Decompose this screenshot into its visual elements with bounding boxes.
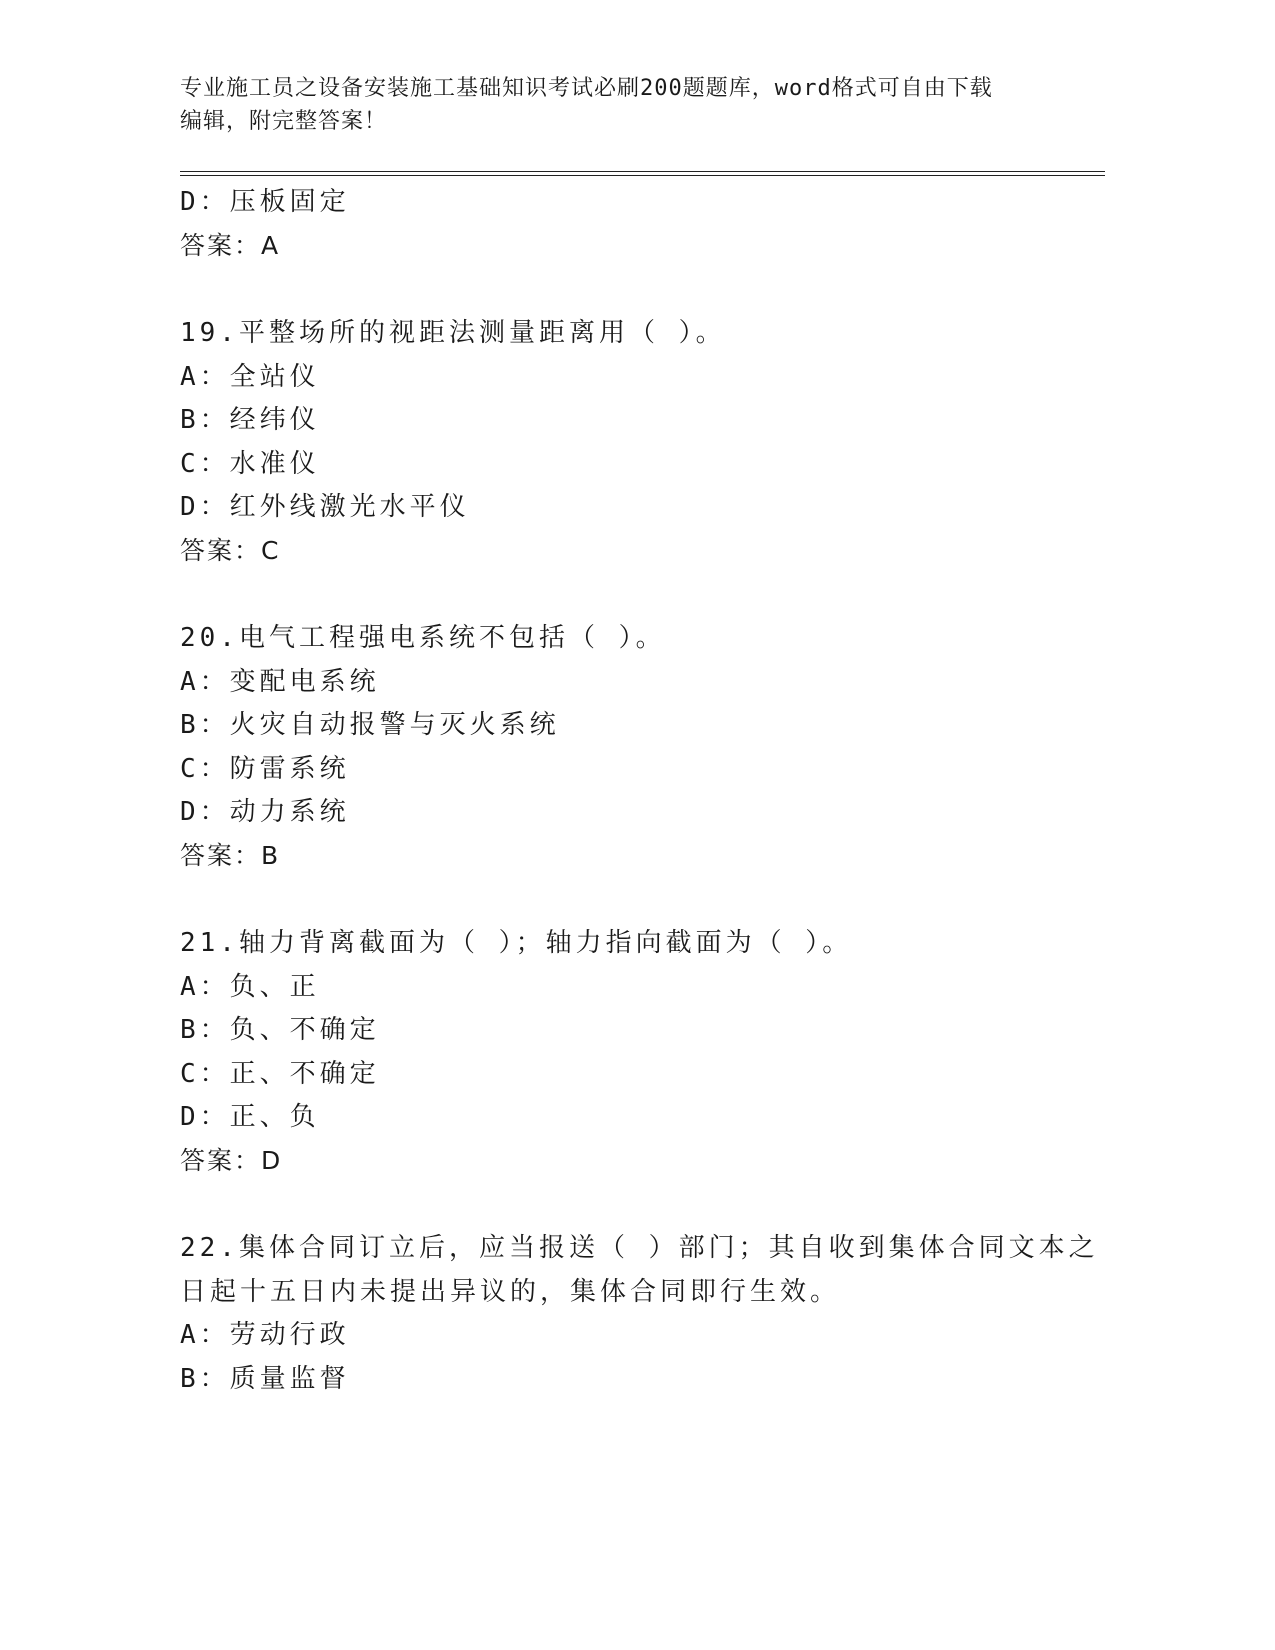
question-19-option-d: D：红外线激光水平仪 xyxy=(180,492,470,522)
header-divider-bottom xyxy=(180,175,1105,176)
question-20-option-d: D：动力系统 xyxy=(180,797,350,827)
question-22-stem-line-2: 日起十五日内未提出异议的，集体合同即行生效。 xyxy=(180,1277,841,1307)
question-20-answer: 答案：B xyxy=(180,841,281,870)
question-19-option-b: B：经纬仪 xyxy=(180,405,320,435)
prev-answer: 答案：A xyxy=(180,231,281,260)
question-20-stem: 20.电气工程强电系统不包括（ ）。 xyxy=(180,623,666,653)
page-header xyxy=(180,72,1060,138)
question-22-option-a: A：劳动行政 xyxy=(180,1320,350,1350)
question-22-option-b: B：质量监督 xyxy=(180,1364,350,1394)
header-title-line-1: 专业施工员之设备安装施工基础知识考试必刷200题题库，word格式可自由下载 xyxy=(180,76,993,101)
question-21-stem: 21.轴力背离截面为（ ）；轴力指向截面为（ ）。 xyxy=(180,928,853,958)
question-21-answer: 答案：D xyxy=(180,1146,283,1175)
header-divider-top xyxy=(180,171,1105,172)
prev-option-d: D：压板固定 xyxy=(180,187,350,217)
question-20-option-b: B：火灾自动报警与灭火系统 xyxy=(180,710,560,740)
header-title-line-2: 编辑，附完整答案！ xyxy=(180,109,388,134)
question-19-option-c: C：水准仪 xyxy=(180,449,320,479)
question-22-stem-line-1: 22.集体合同订立后，应当报送（ ）部门；其自收到集体合同文本之 xyxy=(180,1233,1099,1263)
question-20-option-a: A：变配电系统 xyxy=(180,667,380,697)
question-19-answer: 答案：C xyxy=(180,536,281,565)
question-19-stem: 19.平整场所的视距法测量距离用（ ）。 xyxy=(180,318,726,348)
question-21-option-a: A：负、正 xyxy=(180,972,320,1002)
question-19-option-a: A：全站仪 xyxy=(180,362,320,392)
question-20-option-c: C：防雷系统 xyxy=(180,754,350,784)
question-21-option-d: D：正、负 xyxy=(180,1102,320,1132)
question-21-option-c: C：正、不确定 xyxy=(180,1059,380,1089)
question-21-option-b: B：负、不确定 xyxy=(180,1015,380,1045)
